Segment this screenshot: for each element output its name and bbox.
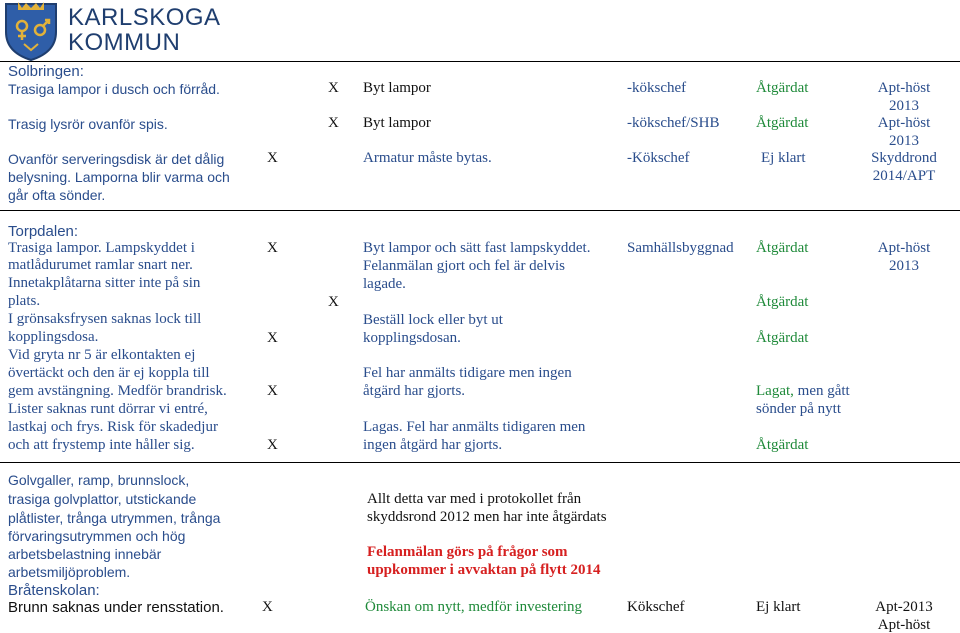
org-name-line1: KARLSKOGA	[68, 4, 221, 31]
issue-line: Trasiga lampor. Lampskyddet i	[8, 240, 195, 256]
section-divider	[0, 210, 960, 211]
issue-line: trasiga golvplattor, utstickande	[8, 491, 197, 507]
issue-line: Vid gryta nr 5 är elkontakten ej	[8, 347, 196, 363]
status-text: Åtgärdat	[756, 115, 809, 131]
schedule-text: Apt-höst	[877, 240, 931, 256]
status-text: Åtgärdat	[756, 437, 809, 453]
check-mark: X	[267, 150, 278, 166]
issue-line: plats.	[8, 293, 41, 309]
section-heading-bratenskolan: Bråtenskolan:	[8, 582, 100, 599]
action-line: Beställ lock eller byt ut	[363, 312, 503, 328]
action-line: kopplingsdosan.	[363, 330, 461, 346]
status-text: Åtgärdat	[756, 240, 809, 256]
responsible-text: -kökschef	[627, 80, 687, 96]
section-divider	[0, 462, 960, 463]
org-name-line2: KOMMUN	[68, 29, 181, 56]
issue-line: gem avstängning. Medför brandrisk.	[8, 383, 227, 399]
action-line: Fel har anmälts tidigare men ingen	[363, 365, 572, 381]
alert-line: Felanmälan görs på frågor som	[367, 544, 568, 560]
action-text: Byt lampor	[363, 80, 431, 96]
check-mark: X	[328, 80, 339, 96]
issue-line: I grönsaksfrysen saknas lock till	[8, 311, 202, 327]
issue-text: Brunn saknas under rensstation.	[8, 599, 224, 616]
check-mark: X	[328, 115, 339, 131]
schedule-year: 2013	[889, 133, 919, 149]
check-mark: X	[262, 599, 273, 615]
check-mark: X	[267, 383, 278, 399]
status-text: Åtgärdat	[756, 294, 809, 310]
status-text: Ej klart	[761, 150, 806, 166]
status-text: Ej klart	[756, 599, 801, 615]
schedule-text-2: Apt-höst	[877, 617, 931, 633]
responsible-text: Kökschef	[627, 599, 685, 615]
status-partial	[756, 384, 850, 399]
section-heading-torpdalen: Torpdalen:	[8, 223, 79, 240]
schedule-year: 2014/APT	[872, 168, 936, 184]
schedule-year: 2013	[889, 98, 919, 114]
schedule-text: Skyddrond	[871, 150, 937, 166]
status-text: Åtgärdat	[756, 80, 809, 96]
check-mark: X	[267, 437, 278, 453]
issue-line: kopplingsdosa.	[8, 329, 99, 345]
alert-line: uppkommer i avvaktan på flytt 2014	[367, 562, 601, 578]
action-line: Lagas. Fel har anmälts tidigaren men	[363, 419, 586, 435]
note-line: Allt detta var med i protokollet från	[367, 491, 582, 507]
action-text: Önskan om nytt, medför investering	[365, 599, 583, 615]
action-line: ingen åtgärd har gjorts.	[363, 437, 503, 453]
action-line: åtgärd har gjorts.	[363, 383, 466, 399]
issue-line: plåtlister, trånga utrymmen, trånga	[8, 510, 221, 526]
check-mark: X	[328, 294, 339, 310]
action-line: lagade.	[363, 276, 406, 292]
schedule-text: Apt-2013	[875, 599, 933, 615]
schedule-text: Apt-höst	[877, 80, 931, 96]
status-text: Åtgärdat	[756, 330, 809, 346]
issue-line: och att frystemp inte håller sig.	[8, 437, 195, 453]
issue-line: arbetsbelastning innebär	[8, 546, 162, 562]
action-text: Byt lampor	[363, 115, 431, 131]
status-note: men gått	[793, 383, 850, 399]
schedule-year: 2013	[889, 258, 919, 274]
issue-text: Ovanför serveringsdisk är det dålig	[8, 151, 225, 167]
section-heading-solbringen: Solbringen:	[8, 63, 84, 80]
responsible-text: Samhällsbyggnad	[627, 240, 734, 256]
responsible-text: -Kökschef	[627, 150, 690, 166]
action-line: Felanmälan gjort och fel är delvis	[363, 258, 566, 274]
issue-line: lastkaj och frys. Risk för skadedjur	[8, 419, 218, 435]
responsible-text: -kökschef/SHB	[627, 115, 720, 131]
issue-line: Lister saknas runt dörrar vi entré,	[8, 401, 208, 417]
issue-text: belysning. Lamporna blir varma och	[8, 169, 230, 185]
issue-line: arbetsmiljöproblem.	[8, 564, 131, 580]
karlskoga-coat-of-arms-icon	[2, 0, 60, 62]
issue-line: Innetakplåtarna sitter inte på sin	[8, 275, 201, 291]
status-green-part: Lagat,	[756, 383, 794, 399]
issue-text: Trasig lysrör ovanför spis.	[8, 116, 168, 132]
note-line: skyddsrond 2012 men har inte åtgärdats	[367, 509, 607, 525]
issue-line: övertäckt och den är ej koppla till	[8, 365, 210, 381]
action-line: Byt lampor och sätt fast lampskyddet.	[363, 240, 591, 256]
schedule-text: Apt-höst	[877, 115, 931, 131]
status-note-line2: sönder på nytt	[756, 401, 841, 417]
issue-line: matlådurumet ramlar snart ner.	[8, 257, 193, 273]
action-text: Armatur måste bytas.	[363, 150, 492, 166]
issue-text: går ofta sönder.	[8, 187, 106, 203]
issue-line: förvaringsutrymmen och hög	[8, 528, 186, 544]
header-divider	[0, 61, 960, 62]
check-mark: X	[267, 330, 278, 346]
check-mark: X	[267, 240, 278, 256]
issue-text: Trasiga lampor i dusch och förråd.	[8, 81, 220, 97]
issue-line: Golvgaller, ramp, brunnslock,	[8, 472, 190, 488]
